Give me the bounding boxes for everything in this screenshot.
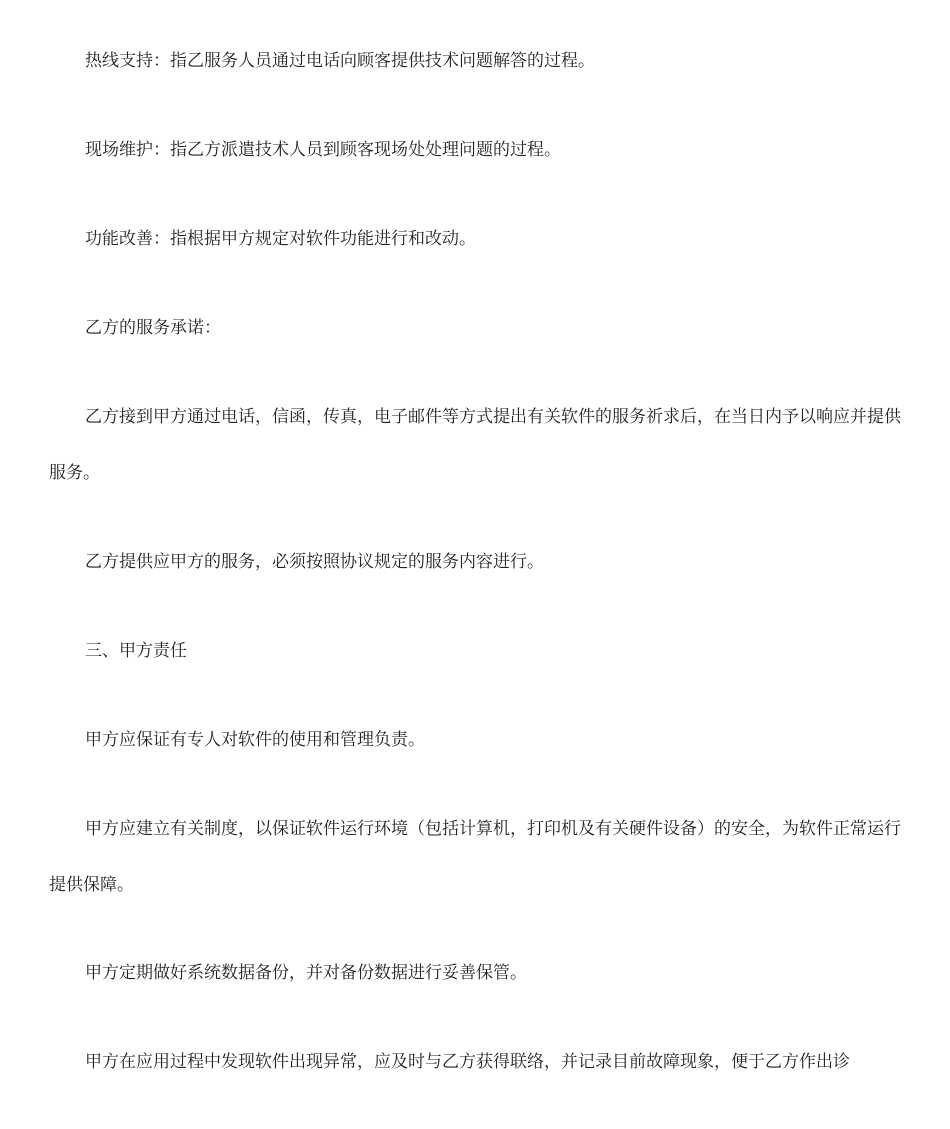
paragraph-data-backup: 甲方定期做好系统数据备份，并对备份数据进行妥善保管。	[85, 963, 527, 983]
section-heading-party-a-responsibility: 三、甲方责任	[85, 641, 187, 661]
paragraph-service-commitment-heading: 乙方的服务承诺：	[85, 318, 221, 338]
paragraph-service-response: 乙方接到甲方通过电话，信函，传真，电子邮件等方式提出有关软件的服务祈求后，在当日内予以响应并提供服务。	[49, 407, 901, 483]
paragraph-onsite-maintenance: 现场维护：指乙方派遣技术人员到顾客现场处处理问题的过程。	[85, 140, 561, 160]
paragraph-dedicated-person: 甲方应保证有专人对软件的使用和管理负责。	[85, 730, 425, 750]
paragraph-service-content: 乙方提供应甲方的服务，必须按照协议规定的服务内容进行。	[85, 552, 544, 572]
paragraph-report-anomaly: 甲方在应用过程中发现软件出现异常，应及时与乙方获得联络，并记录目前故障现象，便于乙方作出诊	[85, 1052, 850, 1072]
paragraph-function-improvement: 功能改善：指根据甲方规定对软件功能进行和改动。	[85, 229, 476, 249]
paragraph-hotline-support: 热线支持：指乙服务人员通过电话向顾客提供技术问题解答的过程。	[85, 51, 595, 71]
paragraph-operating-environment: 甲方应建立有关制度，以保证软件运行环境（包括计算机，打印机及有关硬件设备）的安全，为软件正常运行提供保障。	[49, 819, 901, 895]
